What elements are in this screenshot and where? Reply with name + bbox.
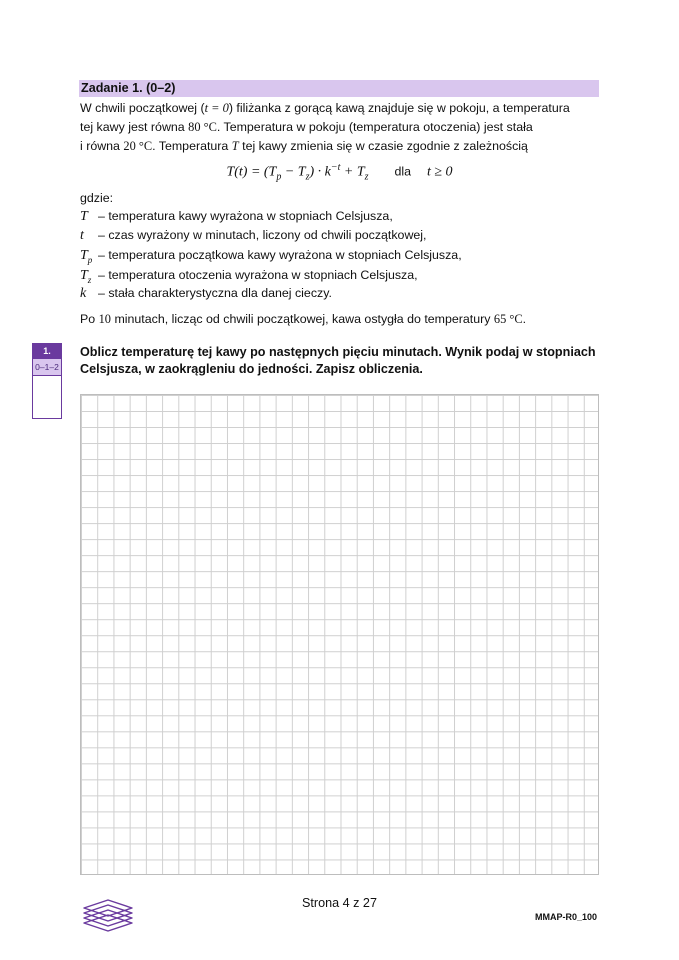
formula-dla: dla [394, 164, 411, 179]
definition-item: $T_z$ – temperatura otoczenia wyrażona w stopniach Celsjusza, [80, 268, 418, 285]
definition-item: $T_p$ – temperatura początkowa kawy wyrażona w stopniach Celsjusza, [80, 248, 462, 265]
gdzie-label: gdzie: [80, 191, 114, 205]
intro-text: tej kawy jest równa [80, 120, 189, 134]
score-points: 0–1–2 [33, 359, 61, 376]
intro-line-1 [80, 100, 570, 116]
task-number: 1. [33, 344, 61, 359]
intro-text: W chwili początkowej ( [80, 101, 205, 115]
intro-text: . Temperatura w pokoju (temperatura otoczenia) jest stała [216, 120, 533, 134]
score-box [32, 343, 62, 419]
intro-line-2 [80, 119, 533, 135]
task-header: Zadanie 1. (0–2) [79, 80, 599, 97]
math-inline: T [231, 139, 239, 153]
math-inline: t = 0 [204, 101, 229, 115]
definition-item: t – czas wyrażony w minutach, liczony od chwili początkowej, [80, 228, 427, 243]
formula-condition: t ≥ 0 [426, 164, 453, 180]
answer-grid[interactable] [80, 394, 599, 875]
formula: $T(t) = (T_p - T_z) \cdot k^{-t} + T_z$ dla t ≥ 0 [226, 162, 453, 183]
after-info: Po 10 minutach, licząc od chwili początkowej, kawa ostygła do temperatury 65 °C. [80, 312, 527, 326]
document-code: MMAP-R0_100 [534, 912, 597, 922]
intro-line-3 [80, 138, 528, 154]
intro-text: . Temperatura [152, 139, 232, 153]
page-number: Strona 4 z 27 [302, 896, 377, 910]
math-inline: 20 °C [123, 139, 153, 153]
intro-text: i równa [80, 139, 124, 153]
intro-text: ) filiżanka z gorącą kawą znajduje się w pokoju, a temperatura [228, 101, 570, 115]
intro-text: tej kawy zmienia się w czasie zgodnie z zależnością [238, 139, 528, 153]
definition-item: T – temperatura kawy wyrażona w stopniach Celsjusza, [80, 209, 393, 224]
task-question: Oblicz temperaturę tej kawy po następnych pięciu minutach. Wynik podaj w stopniach Celsjusza, w zaokrągleniu do jedności. Zapisz obliczenia. [80, 345, 596, 376]
definition-item: k – stała charakterystyczna dla danej cieczy. [80, 286, 332, 301]
math-inline: 80 °C [188, 120, 217, 134]
